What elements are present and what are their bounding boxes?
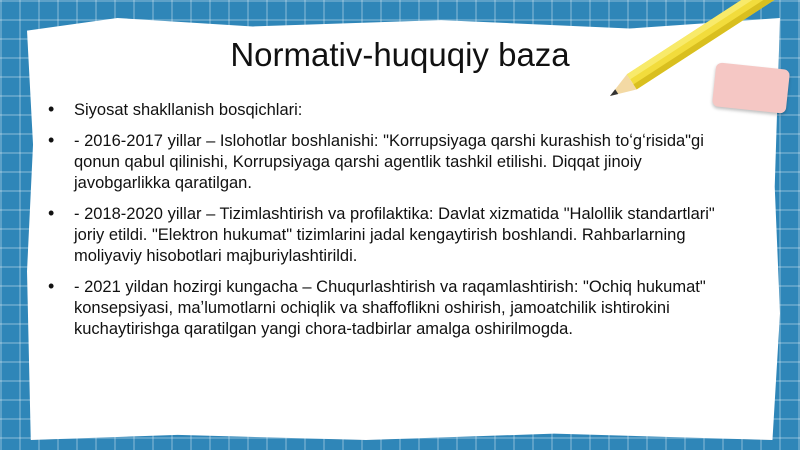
slide-title: Normativ-huquqiy baza xyxy=(230,36,570,73)
bullet-list xyxy=(48,100,738,350)
bullet-item: • Siyosat shakllanish bosqichlari: xyxy=(48,100,738,121)
bullet-item: • - 2021 yildan hozirgi kungacha – Chuqurlashtirish va raqamlashtirish: "Ochiq hukumat" konsepsiyasi, maʼlumotlarni ochiqlik va shaffoflikni oshirish, jamoatchilik ishtirokini kuchaytirishga qaratilgan yangi chora-tadbirlar amalga oshirilmogda. xyxy=(48,277,738,340)
bullet-item: • - 2016-2017 yillar – Islohotlar boshlanishi: "Korrupsiyaga qarshi kurashish toʻgʻrisida"gi qonun qabul qilinishi, Korrupsiyaga qarshi agentlik tashkil etilishi. Diqqat jinoiy javobgarlikka qaratilgan. xyxy=(48,131,738,194)
bullet-item: • - 2018-2020 yillar – Tizimlashtirish va profilaktika: Davlat xizmatida "Halollik standartlari" joriy etildi. "Elektron hukumat" tizimlarini jadal kengaytirish boshlandi. Rahbarlarning moliyaviy hisobotlari majburiylashtirildi. xyxy=(48,204,738,267)
